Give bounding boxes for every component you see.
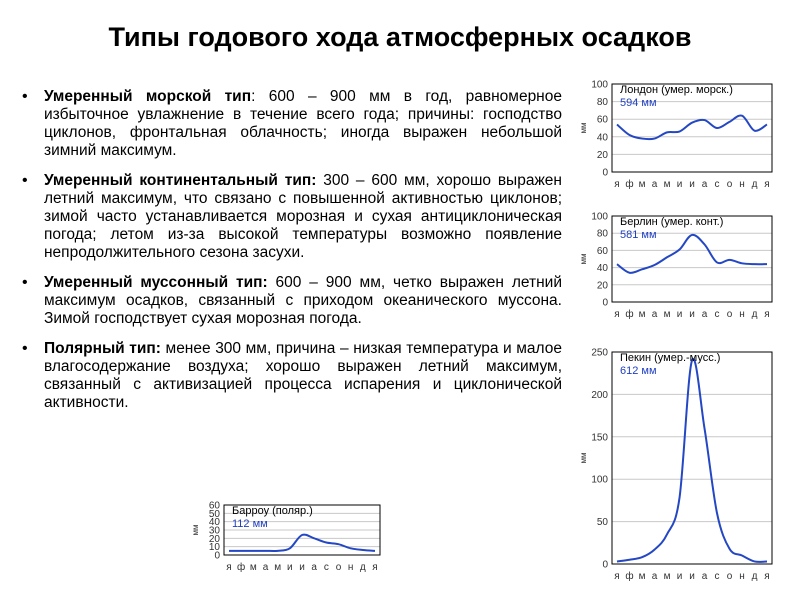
x-tick-label: м xyxy=(638,179,646,190)
list-item xyxy=(22,274,562,328)
x-tick-label: а xyxy=(651,309,658,320)
x-tick-label: и xyxy=(689,309,695,320)
x-tick-label: и xyxy=(689,179,695,190)
y-axis-label: мм xyxy=(191,524,200,536)
y-tick-label: 100 xyxy=(591,474,608,486)
y-tick-label: 60 xyxy=(596,245,608,257)
chart-beijing xyxy=(570,338,790,588)
y-tick-label: 80 xyxy=(596,228,608,240)
x-tick-label: д xyxy=(751,571,758,582)
x-tick-label: и xyxy=(676,179,683,190)
y-tick-label: 20 xyxy=(596,149,608,161)
annual-total-label: 594 мм xyxy=(620,97,657,109)
x-tick-label: д xyxy=(751,309,758,320)
x-tick-label: я xyxy=(614,571,620,582)
y-tick-label: 40 xyxy=(208,517,220,529)
y-tick-label: 30 xyxy=(208,525,220,537)
y-tick-label: 0 xyxy=(602,167,608,179)
y-tick-label: 0 xyxy=(602,297,608,309)
x-tick-label: н xyxy=(739,571,745,582)
y-axis-label: мм xyxy=(579,452,588,464)
x-tick-label: я xyxy=(226,562,232,573)
term-separator xyxy=(268,274,276,291)
y-tick-label: 20 xyxy=(596,280,608,292)
y-tick-label: 50 xyxy=(596,517,608,529)
annual-total-label: 112 мм xyxy=(232,518,268,530)
x-tick-label: я xyxy=(614,309,620,320)
x-tick-label: д xyxy=(359,562,366,573)
x-tick-label: о xyxy=(726,179,733,190)
x-tick-label: м xyxy=(663,571,671,582)
x-tick-label: с xyxy=(714,309,720,320)
text-content xyxy=(22,88,562,424)
x-tick-label: а xyxy=(311,562,317,573)
y-tick-label: 10 xyxy=(208,542,220,554)
x-tick-label: а xyxy=(701,309,708,320)
y-tick-label: 60 xyxy=(208,500,220,512)
chart-berlin xyxy=(570,200,790,330)
x-tick-label: я xyxy=(372,562,378,573)
x-tick-label: с xyxy=(714,571,720,582)
x-tick-label: с xyxy=(714,179,720,190)
x-tick-label: ф xyxy=(625,179,634,190)
chart-london xyxy=(570,70,790,200)
y-tick-label: 100 xyxy=(591,211,608,223)
x-tick-label: я xyxy=(764,179,770,190)
x-tick-label: а xyxy=(651,179,658,190)
y-tick-label: 250 xyxy=(591,347,608,359)
x-tick-label: ф xyxy=(625,571,634,582)
x-tick-label: я xyxy=(764,309,770,320)
list-item xyxy=(22,340,562,412)
bullet-icon: • xyxy=(22,274,28,291)
x-tick-label: м xyxy=(249,562,257,573)
type-term: Умеренный континентальный тип: xyxy=(44,172,317,189)
y-tick-label: 100 xyxy=(591,79,608,91)
y-tick-label: 40 xyxy=(596,263,608,275)
x-tick-label: а xyxy=(262,562,269,573)
chart-london-svg xyxy=(570,70,790,200)
series-line xyxy=(617,359,767,562)
x-tick-label: а xyxy=(701,571,708,582)
x-tick-label: а xyxy=(701,179,708,190)
chart-title: Пекин (умер.-мусс.) xyxy=(620,352,721,364)
chart-barrow xyxy=(176,492,396,582)
page-title: Типы годового хода атмосферных осадков xyxy=(108,22,692,52)
x-tick-label: н xyxy=(739,309,745,320)
chart-beijing-svg xyxy=(570,338,790,588)
type-term: Умеренный муссонный тип: xyxy=(44,274,268,291)
x-tick-label: д xyxy=(751,179,758,190)
type-term: Умеренный морской тип xyxy=(44,88,252,105)
x-tick-label: и xyxy=(676,571,683,582)
x-tick-label: м xyxy=(638,309,646,320)
y-tick-label: 40 xyxy=(596,132,608,144)
chart-barrow-svg xyxy=(176,492,396,582)
chart-title: Лондон (умер. морск.) xyxy=(620,84,733,96)
list-item xyxy=(22,88,562,160)
y-tick-label: 80 xyxy=(596,97,608,109)
x-tick-label: и xyxy=(299,562,305,573)
series-line xyxy=(229,535,375,551)
x-tick-label: а xyxy=(651,571,658,582)
chart-title: Берлин (умер. конт.) xyxy=(620,216,724,228)
x-tick-label: и xyxy=(689,571,695,582)
x-tick-label: я xyxy=(764,571,770,582)
chart-title: Барроу (поляр.) xyxy=(232,505,313,517)
y-tick-label: 50 xyxy=(208,508,220,520)
bullet-icon: • xyxy=(22,340,28,357)
x-tick-label: ф xyxy=(625,309,634,320)
list-item xyxy=(22,172,562,262)
bullet-icon: • xyxy=(22,88,28,105)
y-tick-label: 0 xyxy=(214,550,220,562)
y-tick-label: 20 xyxy=(208,533,220,545)
term-separator: : xyxy=(251,88,269,105)
annual-total-label: 581 мм xyxy=(620,229,657,241)
y-axis-label: мм xyxy=(579,122,588,134)
x-tick-label: н xyxy=(739,179,745,190)
x-tick-label: м xyxy=(638,571,646,582)
x-tick-label: м xyxy=(663,179,671,190)
x-tick-label: и xyxy=(676,309,683,320)
x-tick-label: м xyxy=(663,309,671,320)
x-tick-label: о xyxy=(335,562,342,573)
y-tick-label: 0 xyxy=(602,559,608,571)
plot-frame xyxy=(612,352,772,564)
y-tick-label: 200 xyxy=(591,389,608,401)
y-tick-label: 60 xyxy=(596,114,608,126)
type-term: Полярный тип: xyxy=(44,340,161,357)
type-description: 300 – 600 мм, хорошо выражен летний максимум, что связано с повышенной активностью циклонов; зимой часто устанавливается морозная и сухая антициклоническая погода; летом из-за высокой температуры возможно появление непродолжительного сезона засухи. xyxy=(44,172,562,261)
bullet-icon: • xyxy=(22,172,28,189)
x-tick-label: о xyxy=(726,309,733,320)
annual-total-label: 612 мм xyxy=(620,365,657,377)
type-description: 600 – 900 мм, четко выражен летний максимум осадков, связанный с приходом океанического муссона. Зимой господствует сухая морозная погода. xyxy=(44,274,562,327)
chart-berlin-svg xyxy=(570,200,790,330)
type-description: 600 – 900 мм в год, равномерное избыточное увлажнение в течение всего года; причины: господство циклонов, фронтальная облачность; иногда выражен небольшой зимний максимум. xyxy=(44,88,562,159)
y-axis-label: мм xyxy=(579,253,588,265)
x-tick-label: ф xyxy=(237,562,246,573)
type-description: менее 300 мм, причина – низкая температура и малое влагосодержание воздуха; хорошо выражен летний максимум, связанный с активизацией процесса испарения и циклонической активности. xyxy=(44,340,562,411)
x-tick-label: с xyxy=(323,562,329,573)
x-tick-label: о xyxy=(726,571,733,582)
x-tick-label: м xyxy=(274,562,282,573)
x-tick-label: я xyxy=(614,179,620,190)
x-tick-label: и xyxy=(287,562,293,573)
y-tick-label: 150 xyxy=(591,432,608,444)
x-tick-label: н xyxy=(347,562,354,573)
